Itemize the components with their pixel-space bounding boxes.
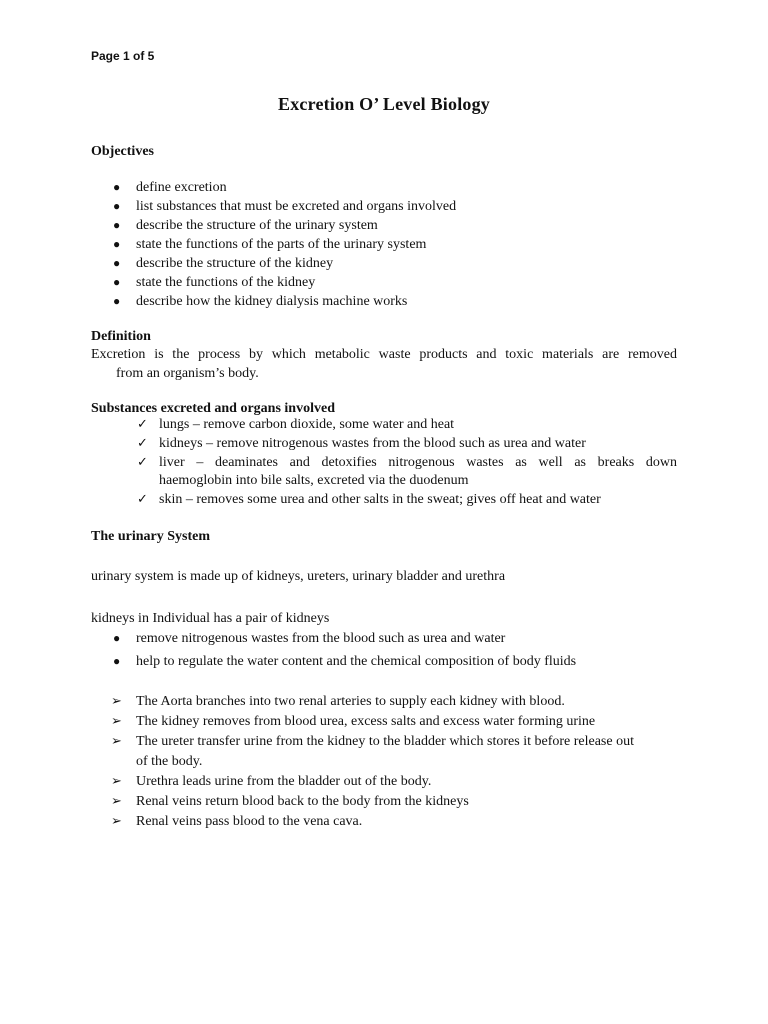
list-item: ● state the functions of the parts of the urinary system (113, 237, 427, 252)
urinary-heading: The urinary System (91, 529, 210, 544)
arrow-bullet-icon: ➢ (111, 794, 122, 809)
definition-line-2: from an organism’s body. (116, 366, 259, 381)
list-item: ➢ Renal veins pass blood to the vena cava. (91, 812, 677, 832)
bullet-icon: ● (113, 654, 121, 668)
list-item: ● help to regulate the water content and the chemical composition of body fluids (113, 654, 577, 669)
urinary-intro: urinary system is made up of kidneys, ureters, urinary bladder and urethra (91, 569, 506, 584)
arrow-bullet-icon: ➢ (111, 734, 122, 749)
document-title: Excretion O’ Level Biology (277, 94, 490, 114)
list-item: ● define excretion (113, 180, 227, 195)
bullet-icon: ● (113, 180, 121, 194)
checkmark-icon: ✓ (137, 436, 148, 451)
bullet-icon: ● (113, 237, 121, 251)
bullet-icon: ● (113, 256, 121, 270)
checkmark-icon: ✓ (137, 455, 148, 470)
list-item: ● describe the structure of the kidney (113, 256, 334, 271)
list-item: ✓ skin – removes some urea and other salts in the sweat; gives off heat and water (137, 492, 601, 507)
list-item: ➢ The ureter transfer urine from the kidney to the bladder which stores it before release out of the body. (111, 734, 634, 769)
objectives-heading: Objectives (91, 144, 154, 159)
arrow-bullet-icon: ➢ (111, 694, 122, 709)
list-item: ➢ The kidney removes from blood urea, excess salts and excess water forming urine (91, 712, 677, 732)
checkmark-icon: ✓ (137, 417, 148, 432)
bullet-icon: ● (113, 218, 121, 232)
substances-heading: Substances excreted and organs involved (91, 401, 335, 416)
bullet-icon: ● (113, 275, 121, 289)
bullet-icon: ● (113, 631, 121, 645)
definition-paragraph (91, 345, 677, 383)
bullet-icon: ● (113, 199, 121, 213)
list-item: ✓ lungs – remove carbon dioxide, some water and heat (137, 417, 455, 432)
checkmark-icon: ✓ (137, 492, 148, 507)
definition-heading: Definition (91, 329, 151, 344)
definition-line-1: Excretion is the process by which metabolic waste products and toxic materials are removed (91, 347, 677, 362)
objectives-list (91, 178, 456, 311)
list-item: ● state the functions of the kidney (113, 275, 316, 290)
list-item: ● remove nitrogenous wastes from the blood such as urea and water (113, 631, 506, 646)
list-item: ✓ kidneys – remove nitrogenous wastes from the blood such as urea and water (137, 436, 586, 451)
list-item: ● describe how the kidney dialysis machine works (113, 294, 408, 309)
list-item: ➢ Urethra leads urine from the bladder out of the body. (91, 772, 677, 792)
list-item: ➢ Renal veins return blood back to the body from the kidneys (91, 792, 677, 812)
kidney-points-list (91, 629, 576, 675)
kidneys-intro: kidneys in Individual has a pair of kidneys (91, 611, 330, 626)
bullet-icon: ● (113, 294, 121, 308)
list-item: ✓ liver – deaminates and detoxifies nitrogenous wastes as well as breaks down haemoglobin into bile salts, excreted via the duodenum (137, 455, 677, 488)
arrow-bullet-icon: ➢ (111, 774, 122, 789)
arrow-bullet-icon: ➢ (111, 714, 122, 729)
urinary-arrow-list (91, 692, 677, 832)
list-item: ● list substances that must be excreted and organs involved (113, 199, 457, 214)
list-item: ● describe the structure of the urinary system (113, 218, 378, 233)
substances-list (91, 416, 677, 510)
list-item: ➢ The Aorta branches into two renal arteries to supply each kidney with blood. (91, 692, 677, 712)
page-number: Page 1 of 5 (91, 49, 155, 63)
arrow-bullet-icon: ➢ (111, 814, 122, 829)
